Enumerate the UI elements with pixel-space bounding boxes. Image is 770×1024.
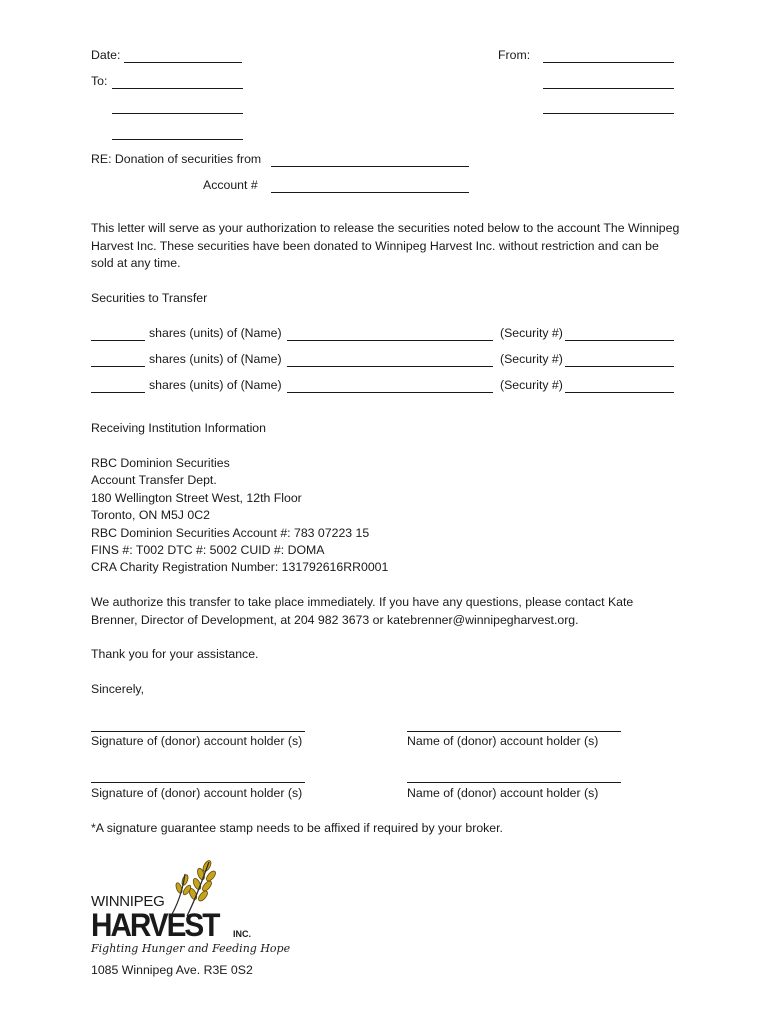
account-label: Account # <box>203 178 258 192</box>
donor-field[interactable] <box>271 166 469 167</box>
institution-line: FINS #: T002 DTC #: 5002 CUID #: DOMA <box>91 543 325 558</box>
name-label: Name of (donor) account holder (s) <box>407 734 599 748</box>
institution-line: RBC Dominion Securities Account #: 783 07223 15 <box>91 525 370 540</box>
shares-field[interactable] <box>91 392 145 393</box>
date-field[interactable] <box>124 62 242 63</box>
name-field[interactable] <box>407 731 621 732</box>
institution-line: RBC Dominion Securities <box>91 456 230 470</box>
security-number-field[interactable] <box>565 366 674 367</box>
security-name-field[interactable] <box>287 340 493 341</box>
name-label: Name of (donor) account holder (s) <box>407 786 599 800</box>
signature-label: Signature of (donor) account holder (s) <box>91 786 303 800</box>
closing-text: Sincerely, <box>91 682 145 696</box>
name-field[interactable] <box>407 782 621 783</box>
authorization-paragraph: This letter will serve as your authorization to release the securities noted below to the account The Winnipeg Harvest Inc. These securities have been donated to Winnipeg Harvest Inc. without restriction and can be sold at any time. <box>91 221 680 270</box>
from-label: From: <box>498 48 531 62</box>
thanks-text: Thank you for your assistance. <box>91 647 259 661</box>
institution-line: CRA Charity Registration Number: 131792616RR0001 <box>91 560 389 575</box>
security-name-field[interactable] <box>287 392 493 393</box>
to-field-2[interactable] <box>112 113 243 114</box>
footnote: *A signature guarantee stamp needs to be affixed if required by your broker. <box>91 821 503 835</box>
shares-field[interactable] <box>91 366 145 367</box>
account-field[interactable] <box>271 192 469 193</box>
security-number-label: (Security #) <box>500 378 563 392</box>
security-name-field[interactable] <box>287 366 493 367</box>
security-number-label: (Security #) <box>500 352 563 366</box>
from-field-2[interactable] <box>543 88 674 89</box>
institution-line: Account Transfer Dept. <box>91 473 217 488</box>
to-label: To: <box>91 74 108 88</box>
security-number-field[interactable] <box>565 392 674 393</box>
logo-tagline: Fighting Hunger and Feeding Hope <box>91 942 291 955</box>
shares-label: shares (units) of (Name) <box>149 326 282 340</box>
signature-field[interactable] <box>91 782 305 783</box>
authorize-paragraph: We authorize this transfer to take place immediately. If you have any questions, please contact Kate Brenner, Director of Development, at 204 982 3673 or katebrenner@winnipegharvest.org. <box>91 595 634 627</box>
institution-line: 180 Wellington Street West, 12th Floor <box>91 490 302 505</box>
re-label: RE: Donation of securities from <box>91 152 262 166</box>
security-number-label: (Security #) <box>500 326 563 340</box>
logo-main-text: HARVEST <box>91 907 219 943</box>
securities-heading: Securities to Transfer <box>91 291 208 305</box>
shares-field[interactable] <box>91 340 145 341</box>
signature-field[interactable] <box>91 731 305 732</box>
to-field-3[interactable] <box>112 139 243 140</box>
from-field-1[interactable] <box>543 62 674 63</box>
logo-suffix: INC. <box>233 929 251 939</box>
security-number-field[interactable] <box>565 340 674 341</box>
signature-label: Signature of (donor) account holder (s) <box>91 734 303 748</box>
to-field-1[interactable] <box>112 88 243 89</box>
shares-label: shares (units) of (Name) <box>149 352 282 366</box>
shares-label: shares (units) of (Name) <box>149 378 282 392</box>
from-field-3[interactable] <box>543 113 674 114</box>
date-label: Date: <box>91 48 121 62</box>
institution-block <box>91 455 388 577</box>
logo-top-text: WINNIPEG <box>91 893 165 910</box>
winnipeg-harvest-logo <box>91 858 291 958</box>
address: 1085 Winnipeg Ave. R3E 0S2 <box>91 963 253 977</box>
receiving-heading: Receiving Institution Information <box>91 421 266 435</box>
institution-line: Toronto, ON M5J 0C2 <box>91 508 210 523</box>
